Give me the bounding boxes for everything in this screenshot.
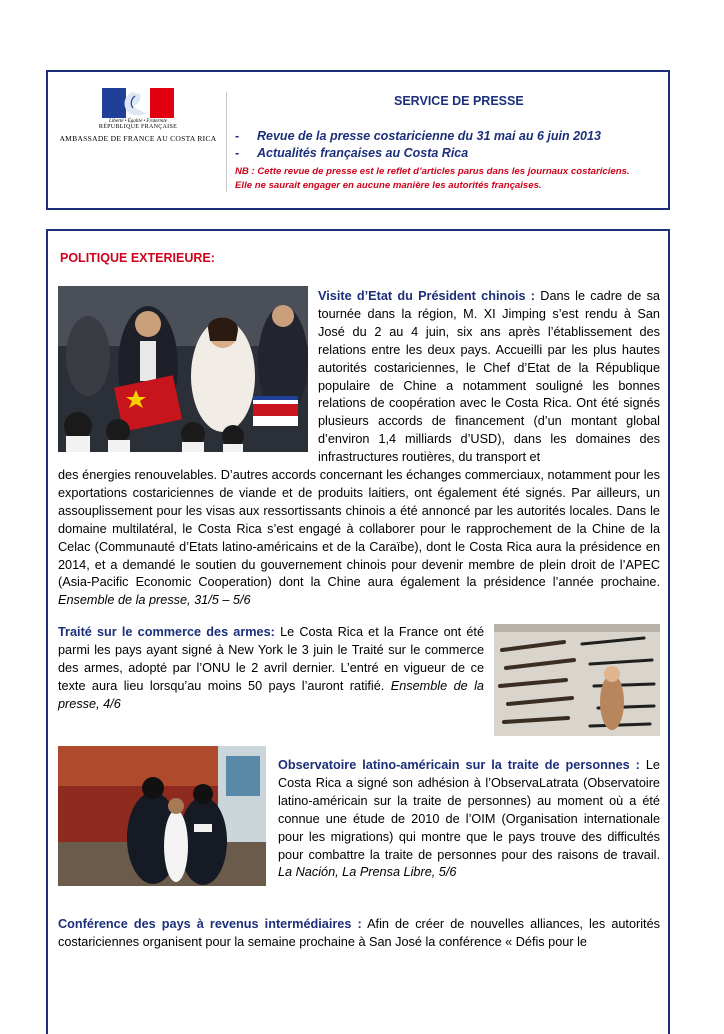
logo-embassy: AMBASSADE DE FRANCE AU COSTA RICA: [59, 134, 217, 143]
bullet-text: Actualités françaises au Costa Rica: [257, 146, 469, 160]
article-body: Le Costa Rica a signé son adhésion à l’ObservaLatrata (Observatoire latino-américain sur la traite de personnes) au moment où a été connue une étude de 2010 de l’OIM (Organisation internationale pour les migrations) qui montre que le pays trouve des difficultés pour combattre la traite de personnes pour des raisons de travail.: [278, 758, 660, 862]
article-headline: Traité sur le commerce des armes:: [58, 625, 275, 639]
vertical-divider: [226, 92, 227, 192]
article-headline: Observatoire latino-américain sur la traite de personnes :: [278, 758, 640, 772]
logo-republic: RÉPUBLIQUE FRANÇAISE: [98, 124, 178, 130]
header-bullet-2: - Actualités françaises au Costa Rica: [235, 146, 469, 160]
disclaimer-note: [235, 165, 665, 193]
marianne-logo: [102, 88, 174, 118]
header-bullet-1: - Revue de la presse costaricienne du 31 mai au 6 juin 2013: [235, 129, 601, 143]
article-chinese-visit-top: [318, 288, 660, 467]
header-box: [46, 70, 670, 210]
article-body: Dans le cadre de sa tournée dans la région, M. XI Jimping s’est rendu à San José du 2 au 4 juin, six ans après l’établissement des relations entre les deux pays. Accueilli par les plus hautes autorités costariciennes, le Chef d’Etat de la République populaire de Chine a notamment souligné les bonnes relations de coopération avec le Costa Rica. Ont été signés plusieurs accords de financement (d’un montant global d’environ 1,4 milliards d’USD), dans les domaines des infrastructures routières, du transport et: [318, 289, 660, 465]
article-headline: Conférence des pays à revenus intermédiaires :: [58, 917, 362, 931]
article-source: Ensemble de la presse, 4/6: [58, 678, 484, 711]
photo-chinese-president-visit: [58, 286, 308, 452]
article-conference: [58, 916, 660, 952]
embassy-logo: [54, 88, 222, 143]
article-arms-treaty: [58, 624, 484, 714]
photo-police-trafficking: [58, 746, 266, 886]
article-body: des énergies renouvelables. D’autres accords concernant les échanges commerciaux, notamment pour les exportations costariciennes de viande et de produits laitiers, ont également été signés. Par ailleurs, un assouplissement pour les visas aux ressortissants chinois a été annoncé par les autorités locales. Dans le domaine multilatéral, le Costa Rica s’est engagé à collaborer pour le rapprochement de la Chine de la Celac (Communauté d’Etats latino-américains et de la Caraïbe), dont le Costa Rica aura la présidence en 2014, et a demandé le soutien du gouvernement chinois pour devenir membre de plein droit de l’APEC (Asia-Pacific Economic Cooperation) dont la Chine aura également la présidence l’année prochaine.: [58, 468, 660, 590]
article-chinese-visit-bottom: [58, 467, 660, 610]
bullet-text: Revue de la presse costaricienne du 31 mai au 6 juin 2013: [257, 129, 601, 143]
article-body: Afin de créer de nouvelles alliances, les autorités costariciennes organisent pour la semaine prochaine à San José la conférence « Défis pour le: [58, 917, 660, 949]
section-title: POLITIQUE EXTERIEURE:: [60, 251, 215, 265]
disclaimer-line-2: Elle ne saurait engager en aucune manière les autorités françaises.: [235, 180, 542, 191]
logo-motto: Liberté • Égalité • Fraternité: [109, 119, 167, 124]
disclaimer-line-1: NB : Cette revue de presse est le reflet d’articles parus dans les journaux costariciens.: [235, 166, 630, 177]
article-headline: Visite d’Etat du Président chinois :: [318, 289, 536, 303]
article-source: Ensemble de la presse, 31/5 – 5/6: [58, 593, 251, 608]
service-title: SERVICE DE PRESSE: [394, 94, 524, 108]
article-body: Le Costa Rica et la France ont été parmi les pays ayant signé à New York le 3 juin le Traité sur le commerce des armes, adopté par l’ONU le 2 avril dernier. L’entré en vigueur de ce texte aura lieu lorsqu’au moins 50 pays l’auront ratifié.: [58, 625, 485, 693]
photo-weapons: [494, 624, 660, 736]
article-source: La Nación, La Prensa Libre, 5/6: [278, 865, 457, 880]
article-trafficking-observatory: [278, 757, 660, 882]
